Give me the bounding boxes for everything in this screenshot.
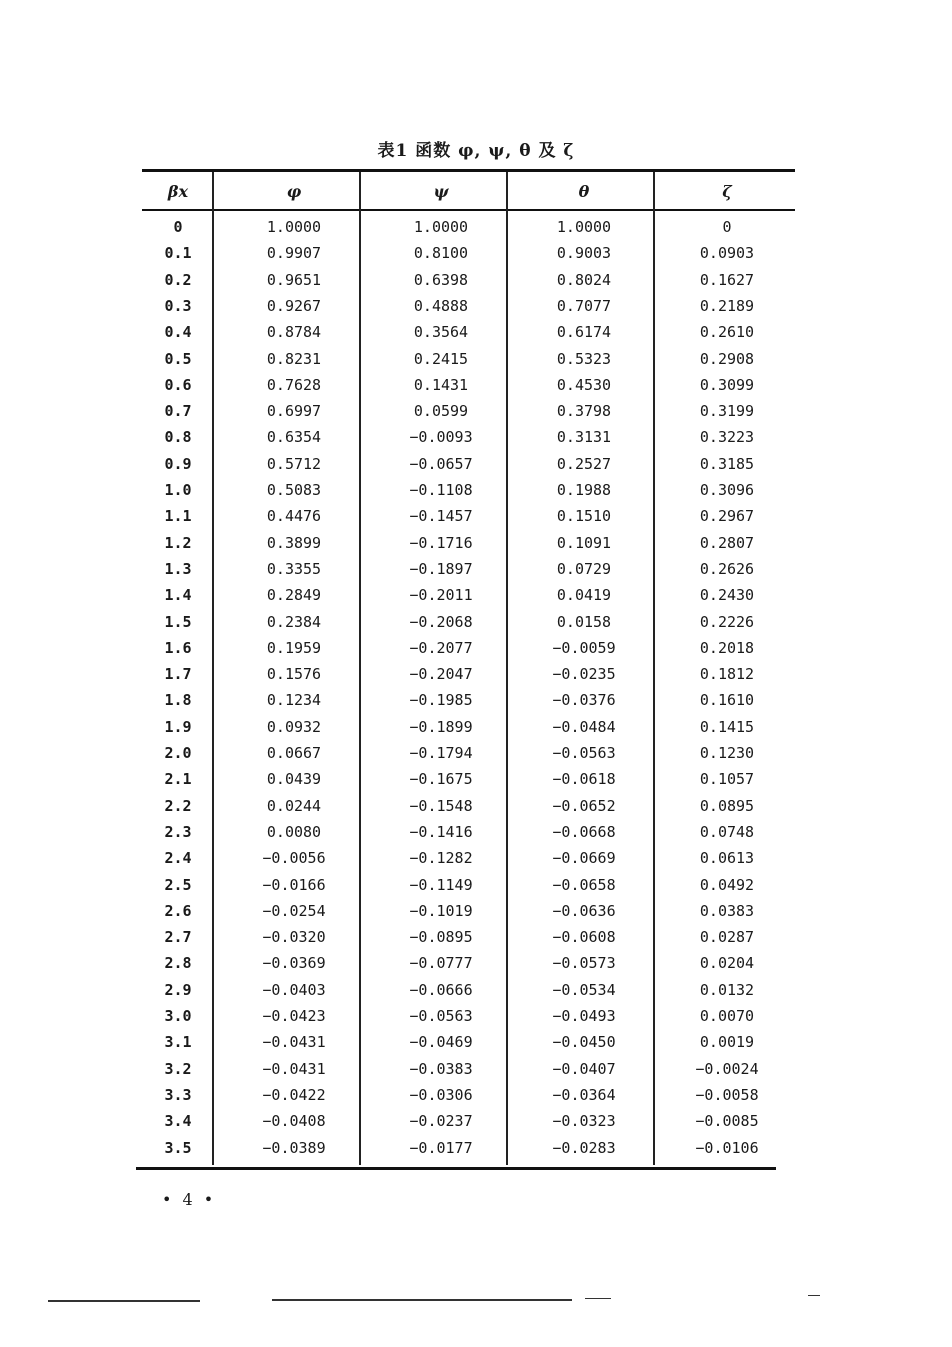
table-cell: −0.0389 [262,1138,326,1157]
table-cell: 0.0599 [413,402,469,421]
row-label: 2.3 [164,822,192,841]
row-label: 1.2 [164,533,192,552]
row-label: 0 [173,218,183,236]
row-label: 0.7 [164,402,192,421]
table-cell: −0.1675 [409,770,473,789]
table-cell: −0.2011 [409,586,473,605]
table-cell: −0.0423 [262,1007,326,1025]
page-number: • 4 • [162,1190,217,1209]
table-cell: 0.8231 [266,349,322,368]
table-cell: −0.0618 [552,770,616,789]
table-cell: 0.3899 [266,533,322,552]
row-label: 3.4 [164,1112,192,1131]
table-cell: 1.0000 [266,218,322,236]
row-label: 3.5 [164,1138,192,1157]
table-cell: 0.1510 [556,507,612,526]
table-cell: 0.9267 [266,296,322,315]
table-cell: −0.0283 [552,1138,616,1157]
table-cell: −0.0177 [409,1138,473,1157]
table-cell: −0.0166 [262,875,326,894]
table-cell: 0.2189 [699,296,755,315]
table-cell: 0.2849 [266,586,322,605]
table-cell: −0.1716 [409,533,473,552]
row-label: 1.7 [164,665,192,684]
row-label: 2.6 [164,901,192,920]
table-cell: 0.0204 [699,954,755,973]
column-header: θ [578,182,590,201]
column-header: ζ [722,182,732,201]
row-label: 1.8 [164,691,192,710]
table-cell: 0.0748 [699,822,755,841]
row-label: 2.7 [164,928,192,947]
table-cell: −0.0376 [552,691,616,710]
table-cell: −0.1282 [409,849,473,868]
table-bottom-rule [136,1167,776,1170]
table-cell: −0.0493 [552,1007,616,1025]
table-cell: 0.7628 [266,375,322,394]
table-cell: −0.1548 [409,796,473,815]
table-cell: −0.1019 [409,901,473,920]
table-cell: 0.1959 [266,638,322,657]
scan-mark [585,1298,611,1299]
table-cell: 1.0000 [413,218,469,236]
table-cell: 0.8784 [266,323,322,342]
table-cell: −0.0450 [552,1033,616,1052]
table-cell: −0.0657 [409,454,473,473]
table-cell: 0.3199 [699,402,755,421]
column-header: φ [286,182,302,201]
table-cell: 0.3096 [699,481,755,499]
row-label: 1.3 [164,559,192,578]
row-label: 2.4 [164,849,192,868]
table-cell: 0.1091 [556,533,612,552]
row-label: 2.1 [164,770,192,789]
table-cell: 0.8024 [556,270,612,289]
table-cell: −0.1794 [409,744,473,762]
row-label: 3.1 [164,1033,192,1052]
table-cell: −0.0431 [262,1033,326,1052]
table-cell: 0.1057 [699,770,755,789]
table-cell: 0.0070 [699,1007,755,1025]
row-label: 1.0 [164,481,192,499]
row-label: 0.4 [164,323,192,342]
table-cell: 0.5083 [266,481,322,499]
row-label: 2.9 [164,980,192,999]
row-label: 0.9 [164,454,192,473]
table-cell: −0.0407 [552,1059,616,1078]
table-cell: −0.1985 [409,691,473,710]
table-cell: 0.6354 [266,428,322,447]
table-cell: 0.2018 [699,638,755,657]
table-cell: −0.0369 [262,954,326,973]
table-cell: −0.0383 [409,1059,473,1078]
table-cell: −0.0668 [552,822,616,841]
table-cell: −0.1897 [409,559,473,578]
row-label: 1.9 [164,717,192,736]
table-cell: 0.2967 [699,507,755,526]
table-cell: −0.0636 [552,901,616,920]
table-cell: 0.1415 [699,717,755,736]
table-cell: 0.0419 [556,586,612,605]
table-cell: −0.0320 [262,928,326,947]
table-cell: 0.3099 [699,375,755,394]
table-cell: 0.3131 [556,428,612,447]
row-label: 0.1 [164,244,192,263]
table-cell: 0.0492 [699,875,755,894]
table-cell: −0.1457 [409,507,473,526]
table-cell: 0.0019 [699,1033,755,1052]
scan-mark [272,1299,572,1301]
table-cell: −0.0093 [409,428,473,447]
table-cell: 0.9003 [556,244,612,263]
table-cell: −0.1108 [409,481,473,499]
table-cell: 0.2908 [699,349,755,368]
table-cell: 0.3564 [413,323,469,342]
row-label: 0.5 [164,349,192,368]
row-label: 0.2 [164,270,192,289]
table-cell: −0.0563 [552,744,616,762]
row-label: 1.5 [164,612,192,631]
table-cell: −0.0106 [695,1138,759,1157]
row-label: 2.8 [164,954,192,973]
table-cell: 0.4888 [413,296,469,315]
table-cell: −0.0422 [262,1085,326,1104]
table-cell: −0.0573 [552,954,616,973]
table-cell: 0.4476 [266,507,322,526]
table-cell: −0.0254 [262,901,326,920]
table-cell: 0.2527 [556,454,612,473]
table-cell: 0.0729 [556,559,612,578]
table-cell: 0.0287 [699,928,755,947]
table-cell: −0.0024 [695,1059,759,1078]
table-cell: −0.0563 [409,1007,473,1025]
table-cell: 0 [722,218,732,236]
table-cell: −0.0431 [262,1059,326,1078]
table-cell: −0.0364 [552,1085,616,1104]
table-cell: −0.0403 [262,980,326,999]
table-cell: −0.0652 [552,796,616,815]
table-cell: 0.0903 [699,244,755,263]
table-cell: 0.0895 [699,796,755,815]
table-cell: −0.2077 [409,638,473,657]
table-cell: 0.1230 [699,744,755,762]
table-cell: −0.0777 [409,954,473,973]
table-cell: 0.0158 [556,612,612,631]
table-cell: 0.2626 [699,559,755,578]
table-cell: −0.0666 [409,980,473,999]
table-cell: 0.0244 [266,796,322,815]
table-cell: −0.2047 [409,665,473,684]
table-cell: −0.1149 [409,875,473,894]
scan-mark [808,1295,820,1296]
row-label: 3.2 [164,1059,192,1078]
table-cell: 0.0667 [266,744,322,762]
table-cell: 0.9907 [266,244,322,263]
row-label: 3.0 [164,1007,192,1025]
table-cell: 0.2430 [699,586,755,605]
table-cell: 0.1988 [556,481,612,499]
row-label: 2.2 [164,796,192,815]
table-cell: 0.0080 [266,822,322,841]
table-cell: 0.0613 [699,849,755,868]
table-cell: 0.6174 [556,323,612,342]
table-cell: −0.0059 [552,638,616,657]
table-cell: −0.0469 [409,1033,473,1052]
table-cell: 0.1610 [699,691,755,710]
table-cell: −0.2068 [409,612,473,631]
row-label: 0.3 [164,296,192,315]
table-cell: −0.0534 [552,980,616,999]
row-label: 2.0 [164,744,192,762]
table-cell: 0.8100 [413,244,469,263]
table-cell: −0.0237 [409,1112,473,1131]
table-cell: 0.2384 [266,612,322,631]
row-label: 0.6 [164,375,192,394]
table-cell: 0.2610 [699,323,755,342]
table-cell: −0.0323 [552,1112,616,1131]
header-rule [142,209,795,211]
table-cell: 0.5712 [266,454,322,473]
table-cell: 1.0000 [556,218,612,236]
table-cell: 0.0932 [266,717,322,736]
table-cell: −0.0484 [552,717,616,736]
row-label: 3.3 [164,1085,192,1104]
row-label: 0.8 [164,428,192,447]
table-cell: 0.1627 [699,270,755,289]
table-cell: 0.5323 [556,349,612,368]
table-cell: −0.1899 [409,717,473,736]
table-cell: −0.0669 [552,849,616,868]
row-label: 1.4 [164,586,192,605]
table-cell: 0.7077 [556,296,612,315]
table-cell: 0.0439 [266,770,322,789]
table-cell: −0.0658 [552,875,616,894]
table-cell: 0.2807 [699,533,755,552]
table-cell: −0.0056 [262,849,326,868]
table-cell: −0.0058 [695,1085,759,1104]
table-cell: 0.0383 [699,901,755,920]
row-label: 1.1 [164,507,192,526]
table-cell: −0.0408 [262,1112,326,1131]
table-cell: 0.3355 [266,559,322,578]
table-cell: 0.9651 [266,270,322,289]
table-cell: −0.0608 [552,928,616,947]
row-label: 1.6 [164,638,192,657]
table-cell: 0.1234 [266,691,322,710]
table-cell: −0.0895 [409,928,473,947]
table-cell: 0.6997 [266,402,322,421]
table-cell: 0.1812 [699,665,755,684]
table-cell: 0.1431 [413,375,469,394]
table-cell: 0.2415 [413,349,469,368]
table-cell: 0.2226 [699,612,755,631]
table-cell: 0.1576 [266,665,322,684]
scan-mark [48,1300,200,1302]
table-cell: −0.0085 [695,1112,759,1131]
table-top-rule [142,169,795,172]
table-cell: −0.0235 [552,665,616,684]
column-header: ψ [433,182,449,201]
table-cell: 0.0132 [699,980,755,999]
table-cell: 0.3185 [699,454,755,473]
table-cell: 0.3798 [556,402,612,421]
table-cell: −0.0306 [409,1085,473,1104]
table-caption: 表1 函数 φ, ψ, θ 及 ζ [377,141,575,161]
table-cell: −0.1416 [409,822,473,841]
column-header: βx [167,182,189,201]
table-cell: 0.4530 [556,375,612,394]
row-label: 2.5 [164,875,192,894]
table-cell: 0.6398 [413,270,469,289]
table-cell: 0.3223 [699,428,755,447]
